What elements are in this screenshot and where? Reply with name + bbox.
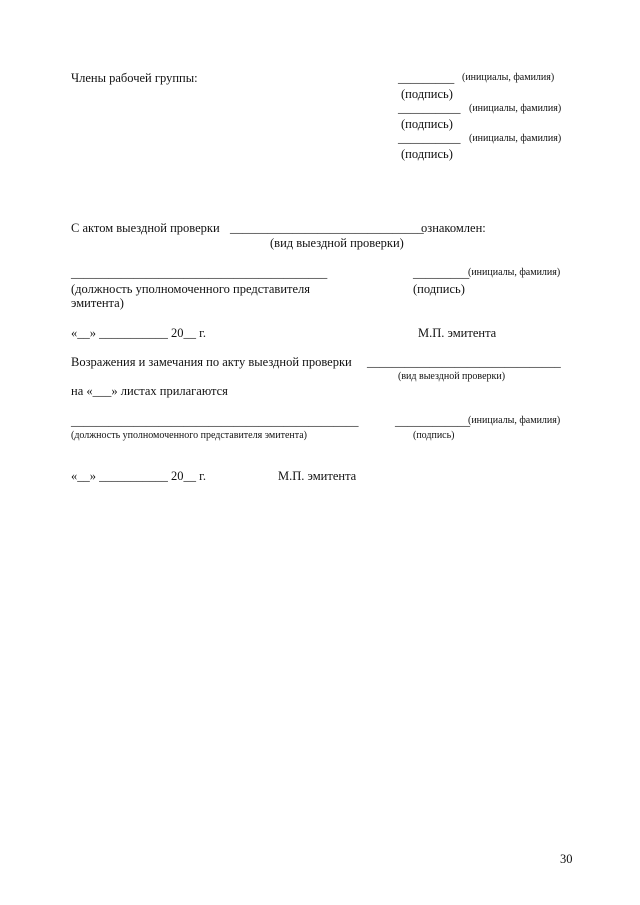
objections-position-blank: ______________________________________________ (71, 414, 359, 428)
member-2-signature-caption: (подпись) (401, 117, 453, 131)
acquainted-seal: М.П. эмитента (418, 326, 497, 340)
representative-position-blank: _________________________________________ (71, 266, 328, 280)
objections-sheets: на «___» листах прилагаются (71, 384, 228, 398)
member-3-initials-caption: (инициалы, фамилия) (469, 133, 562, 144)
representative-sign-blank: _________ (413, 266, 470, 280)
objections-seal: М.П. эмитента (278, 469, 357, 483)
member-1-signature-caption: (подпись) (401, 87, 453, 101)
acquainted-prefix: С актом выездной проверки (71, 221, 220, 235)
objections-sign-blank: ____________ (395, 414, 470, 428)
acquainted-suffix: ознакомлен: (421, 221, 486, 235)
inspection-type-blank: _______________________________ (230, 221, 424, 235)
representative-position-caption: (должность уполномоченного представителя (71, 282, 311, 296)
member-1-initials-caption: (инициалы, фамилия) (462, 72, 555, 83)
inspection-type-caption: (вид выездной проверки) (270, 236, 404, 250)
objections-signature-caption: (подпись) (413, 430, 455, 441)
page-number: 30 (560, 852, 573, 866)
objections-type-blank: _______________________________ (367, 355, 561, 369)
representative-position-caption-2: эмитента) (71, 296, 124, 310)
working-group-label: Члены рабочей группы: (71, 71, 198, 85)
objections-date: «__» ___________ 20__ г. (71, 469, 206, 483)
acquainted-date: «__» ___________ 20__ г. (71, 326, 206, 340)
member-3-blank: __________ (398, 131, 461, 145)
member-2-initials-caption: (инициалы, фамилия) (469, 103, 562, 114)
objections-initials-caption: (инициалы, фамилия) (468, 415, 561, 426)
member-3-signature-caption: (подпись) (401, 147, 453, 161)
representative-signature-caption: (подпись) (413, 282, 465, 296)
member-1-blank: _________ (398, 71, 455, 85)
objections-type-caption: (вид выездной проверки) (398, 371, 506, 382)
member-2-blank: __________ (398, 101, 461, 115)
objections-position-caption: (должность уполномоченного представителя эмитента) (71, 430, 308, 441)
representative-initials-caption: (инициалы, фамилия) (468, 267, 561, 278)
objections-prefix: Возражения и замечания по акту выездной проверки (71, 355, 352, 369)
